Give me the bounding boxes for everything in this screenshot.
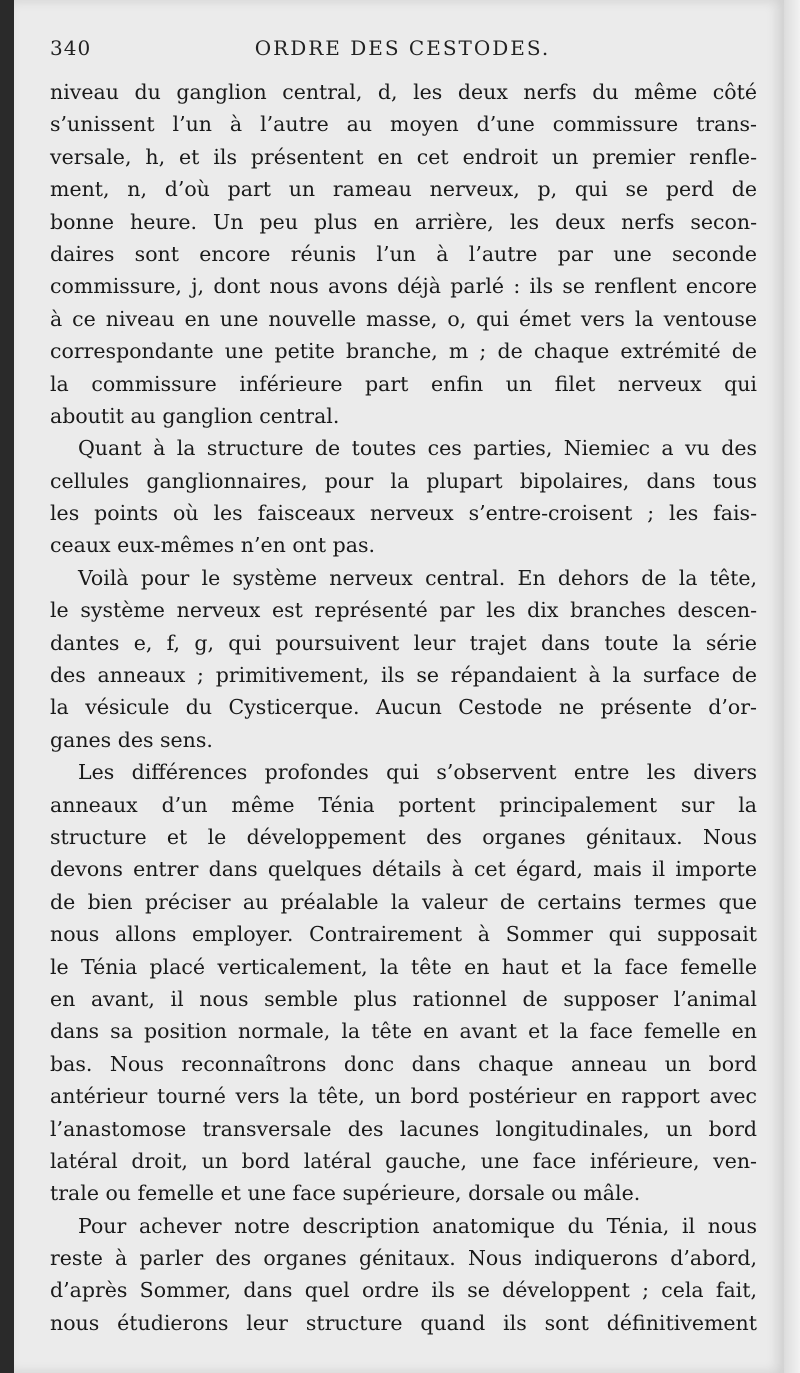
text-line: niveau du ganglion central, d, les deux nerfs du même côté xyxy=(50,80,757,104)
text-line: structure et le développement des organes génitaux. Nous xyxy=(50,824,757,849)
text-line: dans sa position normale, la tête en avant et la face femelle en xyxy=(50,1019,757,1044)
text-line: l’anastomose transversale des lacunes longitudinales, un bord xyxy=(50,1116,757,1141)
text-line: bonne heure. Un peu plus en arrière, les deux nerfs secon- xyxy=(50,209,757,234)
page-number: 340 xyxy=(50,36,92,60)
text-line: Quant à la structure de toutes ces parties, Niemiec a vu des xyxy=(78,436,757,461)
text-line: versale, h, et ils présentent en cet endroit un premier renfle- xyxy=(50,144,757,169)
text-line: des anneaux ; primitivement, ils se répandaient à la surface de xyxy=(50,663,757,688)
text-line: daires sont encore réunis l’un à l’autre par une seconde xyxy=(50,241,757,266)
text-line: antérieur tourné vers la tête, un bord postérieur en rapport avec xyxy=(50,1084,757,1109)
text-line: Pour achever notre description anatomique du Ténia, il nous xyxy=(78,1213,757,1238)
text-line: trale ou femelle et une face supérieure, dorsale ou mâle. xyxy=(50,1181,641,1206)
text-line: nous étudierons leur structure quand ils sont définitivement xyxy=(50,1310,757,1335)
text-line: Les différences profondes qui s’observent entre les divers xyxy=(78,760,757,785)
text-line: la vésicule du Cysticerque. Aucun Cestode ne présente d’or- xyxy=(50,695,757,720)
page-edge xyxy=(784,0,800,1373)
text-line: ganes des sens. xyxy=(50,727,213,752)
running-title: ORDRE DES CESTODES. xyxy=(254,36,551,60)
text-line: ment, n, d’où part un rameau nerveux, p, qui se perd de xyxy=(50,177,757,202)
text-line: le Ténia placé verticalement, la tête en haut et la face femelle xyxy=(50,954,757,979)
text-line: devons entrer dans quelques détails à cet égard, mais il importe xyxy=(50,857,757,882)
text-line: commissure, j, dont nous avons déjà parlé : ils se renflent encore xyxy=(50,274,757,299)
text-line: aboutit au ganglion central. xyxy=(50,403,340,428)
text-line: Voilà pour le système nerveux central. En dehors de la tête, xyxy=(78,565,757,590)
text-line: la commissure inférieure part enfin un filet nerveux qui xyxy=(50,371,757,396)
text-line: à ce niveau en une nouvelle masse, o, qui émet vers la ventouse xyxy=(50,306,757,331)
text-line: latéral droit, un bord latéral gauche, une face inférieure, ven- xyxy=(50,1148,757,1173)
text-line: reste à parler des organes génitaux. Nous indiquerons d’abord, xyxy=(50,1246,757,1271)
text-line: de bien préciser au préalable la valeur de certains termes que xyxy=(50,889,757,914)
text-line: le système nerveux est représenté par les dix branches descen- xyxy=(50,598,757,623)
text-line: ceaux eux-mêmes n’en ont pas. xyxy=(50,533,376,558)
text-line: cellules ganglionnaires, pour la plupart bipolaires, dans tous xyxy=(50,468,757,493)
text-line: anneaux d’un même Ténia portent principalement sur la xyxy=(50,792,757,817)
text-line: nous allons employer. Contrairement à Sommer qui supposait xyxy=(50,922,757,947)
body-text xyxy=(50,76,757,1339)
running-head xyxy=(50,36,755,62)
text-line: bas. Nous reconnaîtrons donc dans chaque anneau un bord xyxy=(50,1051,757,1076)
text-line: les points où les faisceaux nerveux s’entre-croisent ; les fais- xyxy=(50,501,757,526)
text-line: s’unissent l’un à l’autre au moyen d’une commissure trans- xyxy=(50,112,757,137)
text-line: d’après Sommer, dans quel ordre ils se développent ; cela fait, xyxy=(50,1278,757,1303)
text-line: en avant, il nous semble plus rationnel de supposer l’animal xyxy=(50,986,757,1011)
text-line: correspondante une petite branche, m ; de chaque extrémité de xyxy=(50,339,757,364)
text-line: dantes e, f, g, qui poursuivent leur trajet dans toute la série xyxy=(50,630,757,655)
